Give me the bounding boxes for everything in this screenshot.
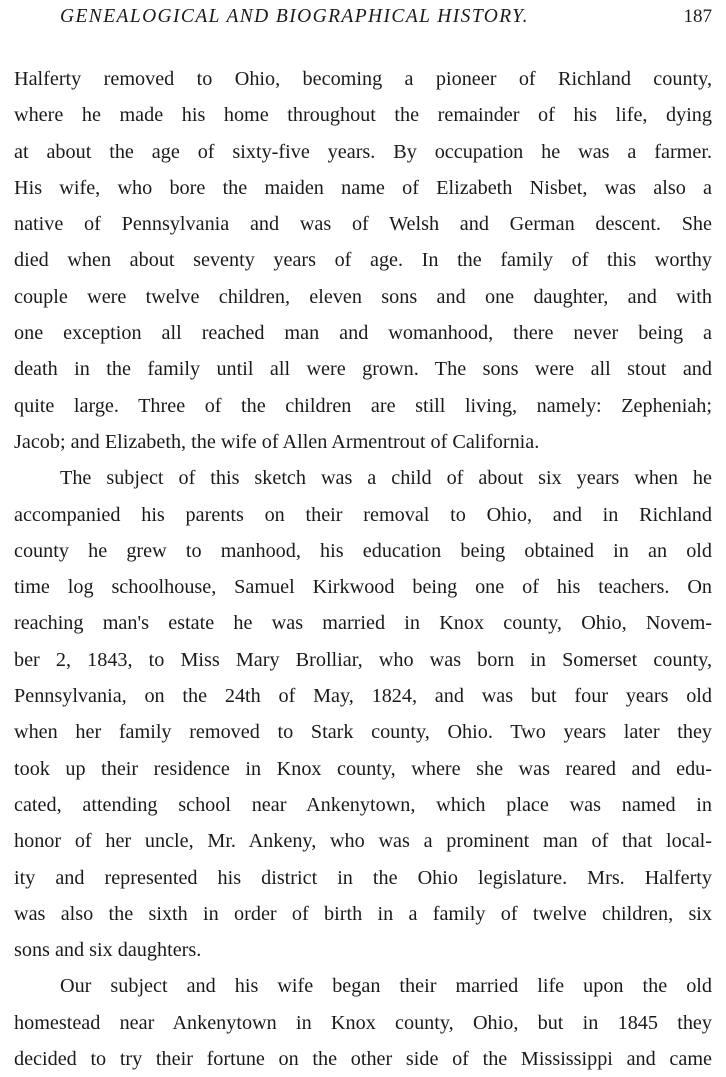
text-line: time log schoolhouse, Samuel Kirkwood being one of his teachers. On <box>14 576 712 599</box>
running-header <box>60 6 712 32</box>
text-line: ber 2, 1843, to Miss Mary Brolliar, who was born in Somerset county, <box>14 648 712 671</box>
paragraph <box>14 460 712 968</box>
text-line: Halferty removed to Ohio, becoming a pioneer of Richland county, <box>14 68 712 90</box>
text-line: His wife, who bore the maiden name of Elizabeth Nisbet, was also a <box>14 176 712 199</box>
text-line: was also the sixth in order of birth in a family of twelve children, six <box>14 902 712 925</box>
text-line: county he grew to manhood, his education being obtained in an old <box>14 539 712 562</box>
text-line: The subject of this sketch was a child of about six years when he <box>60 467 712 490</box>
text-line: homestead near Ankenytown in Knox county, Ohio, but in 1845 they <box>14 1011 712 1034</box>
body-text <box>14 61 712 1077</box>
text-line: Our subject and his wife began their married life upon the old <box>60 975 712 998</box>
text-line: one exception all reached man and womanhood, there never being a <box>14 322 712 345</box>
page-number: 187 <box>683 6 712 27</box>
text-line: Pennsylvania, on the 24th of May, 1824, and was but four years old <box>14 685 712 708</box>
text-line: native of Pennsylvania and was of Welsh and German descent. She <box>14 213 712 236</box>
text-line: Jacob; and Elizabeth, the wife of Allen Armentrout of California. <box>14 430 540 453</box>
text-line: honor of her uncle, Mr. Ankeny, who was a prominent man of that local- <box>14 830 712 853</box>
text-line: died when about seventy years of age. In the family of this worthy <box>14 249 712 272</box>
text-line: decided to try their fortune on the other side of the Mississippi and came <box>14 1048 712 1071</box>
text-line: couple were twelve children, eleven sons and one daughter, and with <box>14 285 712 308</box>
text-line: accompanied his parents on their removal to Ohio, and in Richland <box>14 503 712 526</box>
text-line: death in the family until all were grown. The sons were all stout and <box>14 358 712 381</box>
text-line: reaching man's estate he was married in Knox county, Ohio, Novem- <box>14 612 712 635</box>
text-line: sons and six daughters. <box>14 939 202 962</box>
running-title: GENEALOGICAL AND BIOGRAPHICAL HISTORY. <box>60 6 529 27</box>
text-line: ity and represented his district in the Ohio legislature. Mrs. Halferty <box>14 866 712 889</box>
text-line: where he made his home throughout the remainder of his life, dying <box>14 104 712 127</box>
text-line: at about the age of sixty-five years. By occupation he was a farmer. <box>14 140 712 163</box>
text-line: took up their residence in Knox county, where she was reared and edu- <box>14 757 712 780</box>
text-line: when her family removed to Stark county, Ohio. Two years later they <box>14 721 712 744</box>
text-line: cated, attending school near Ankenytown, which place was named in <box>14 793 712 816</box>
paragraph <box>14 968 712 1077</box>
text-line: quite large. Three of the children are still living, namely: Zepheniah; <box>14 394 712 417</box>
paragraph <box>14 61 712 460</box>
